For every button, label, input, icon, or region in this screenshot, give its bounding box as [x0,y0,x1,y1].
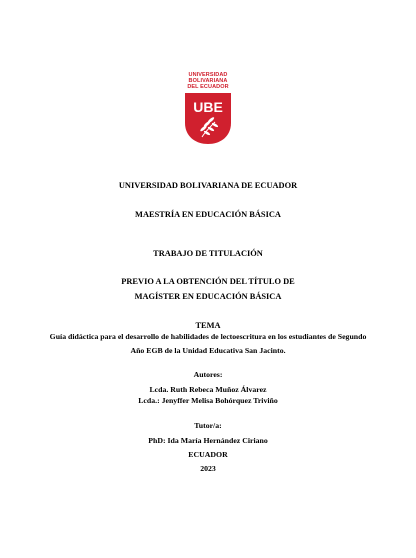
authors-heading: Autores: [193,370,223,379]
logo-name-line2: BOLIVARIANA [188,78,228,85]
program-name: MAESTRÍA EN EDUCACIÓN BÁSICA [135,210,281,219]
year: 2023 [200,464,216,473]
work-type: TRABAJO DE TITULACIÓN [153,249,263,258]
purpose-line2: MAGÍSTER EN EDUCACIÓN BÁSICA [134,292,282,301]
topic-line2: Año EGB de la Unidad Educativa San Jacinto. [130,346,286,355]
country: ECUADOR [188,450,228,459]
topic-heading: TEMA [195,321,221,330]
university-logo [170,72,246,152]
purpose-line1: PREVIO A LA OBTENCIÓN DEL TÍTULO DE [121,277,295,286]
university-name: UNIVERSIDAD BOLIVARIANA DE ECUADOR [118,181,298,190]
logo-shield [185,93,231,145]
logo-name-line1: UNIVERSIDAD [188,72,228,78]
tutor-heading: Tutor/a: [194,421,222,430]
tutor-name: PhD: Ida María Hernández Ciriano [148,436,268,445]
logo-name-line3: DEL ECUADOR [187,84,229,91]
logo-acronym: UBE [193,98,223,115]
author-1: Lcda. Ruth Rebeca Muñoz Álvarez [149,385,267,394]
author-2: Lcda.: Jenyffer Melisa Bohórquez Triviño [138,396,278,405]
topic-line1: Guía didáctica para el desarrollo de habilidades de lectoescritura en los estudiantes de Segundo [49,332,367,341]
